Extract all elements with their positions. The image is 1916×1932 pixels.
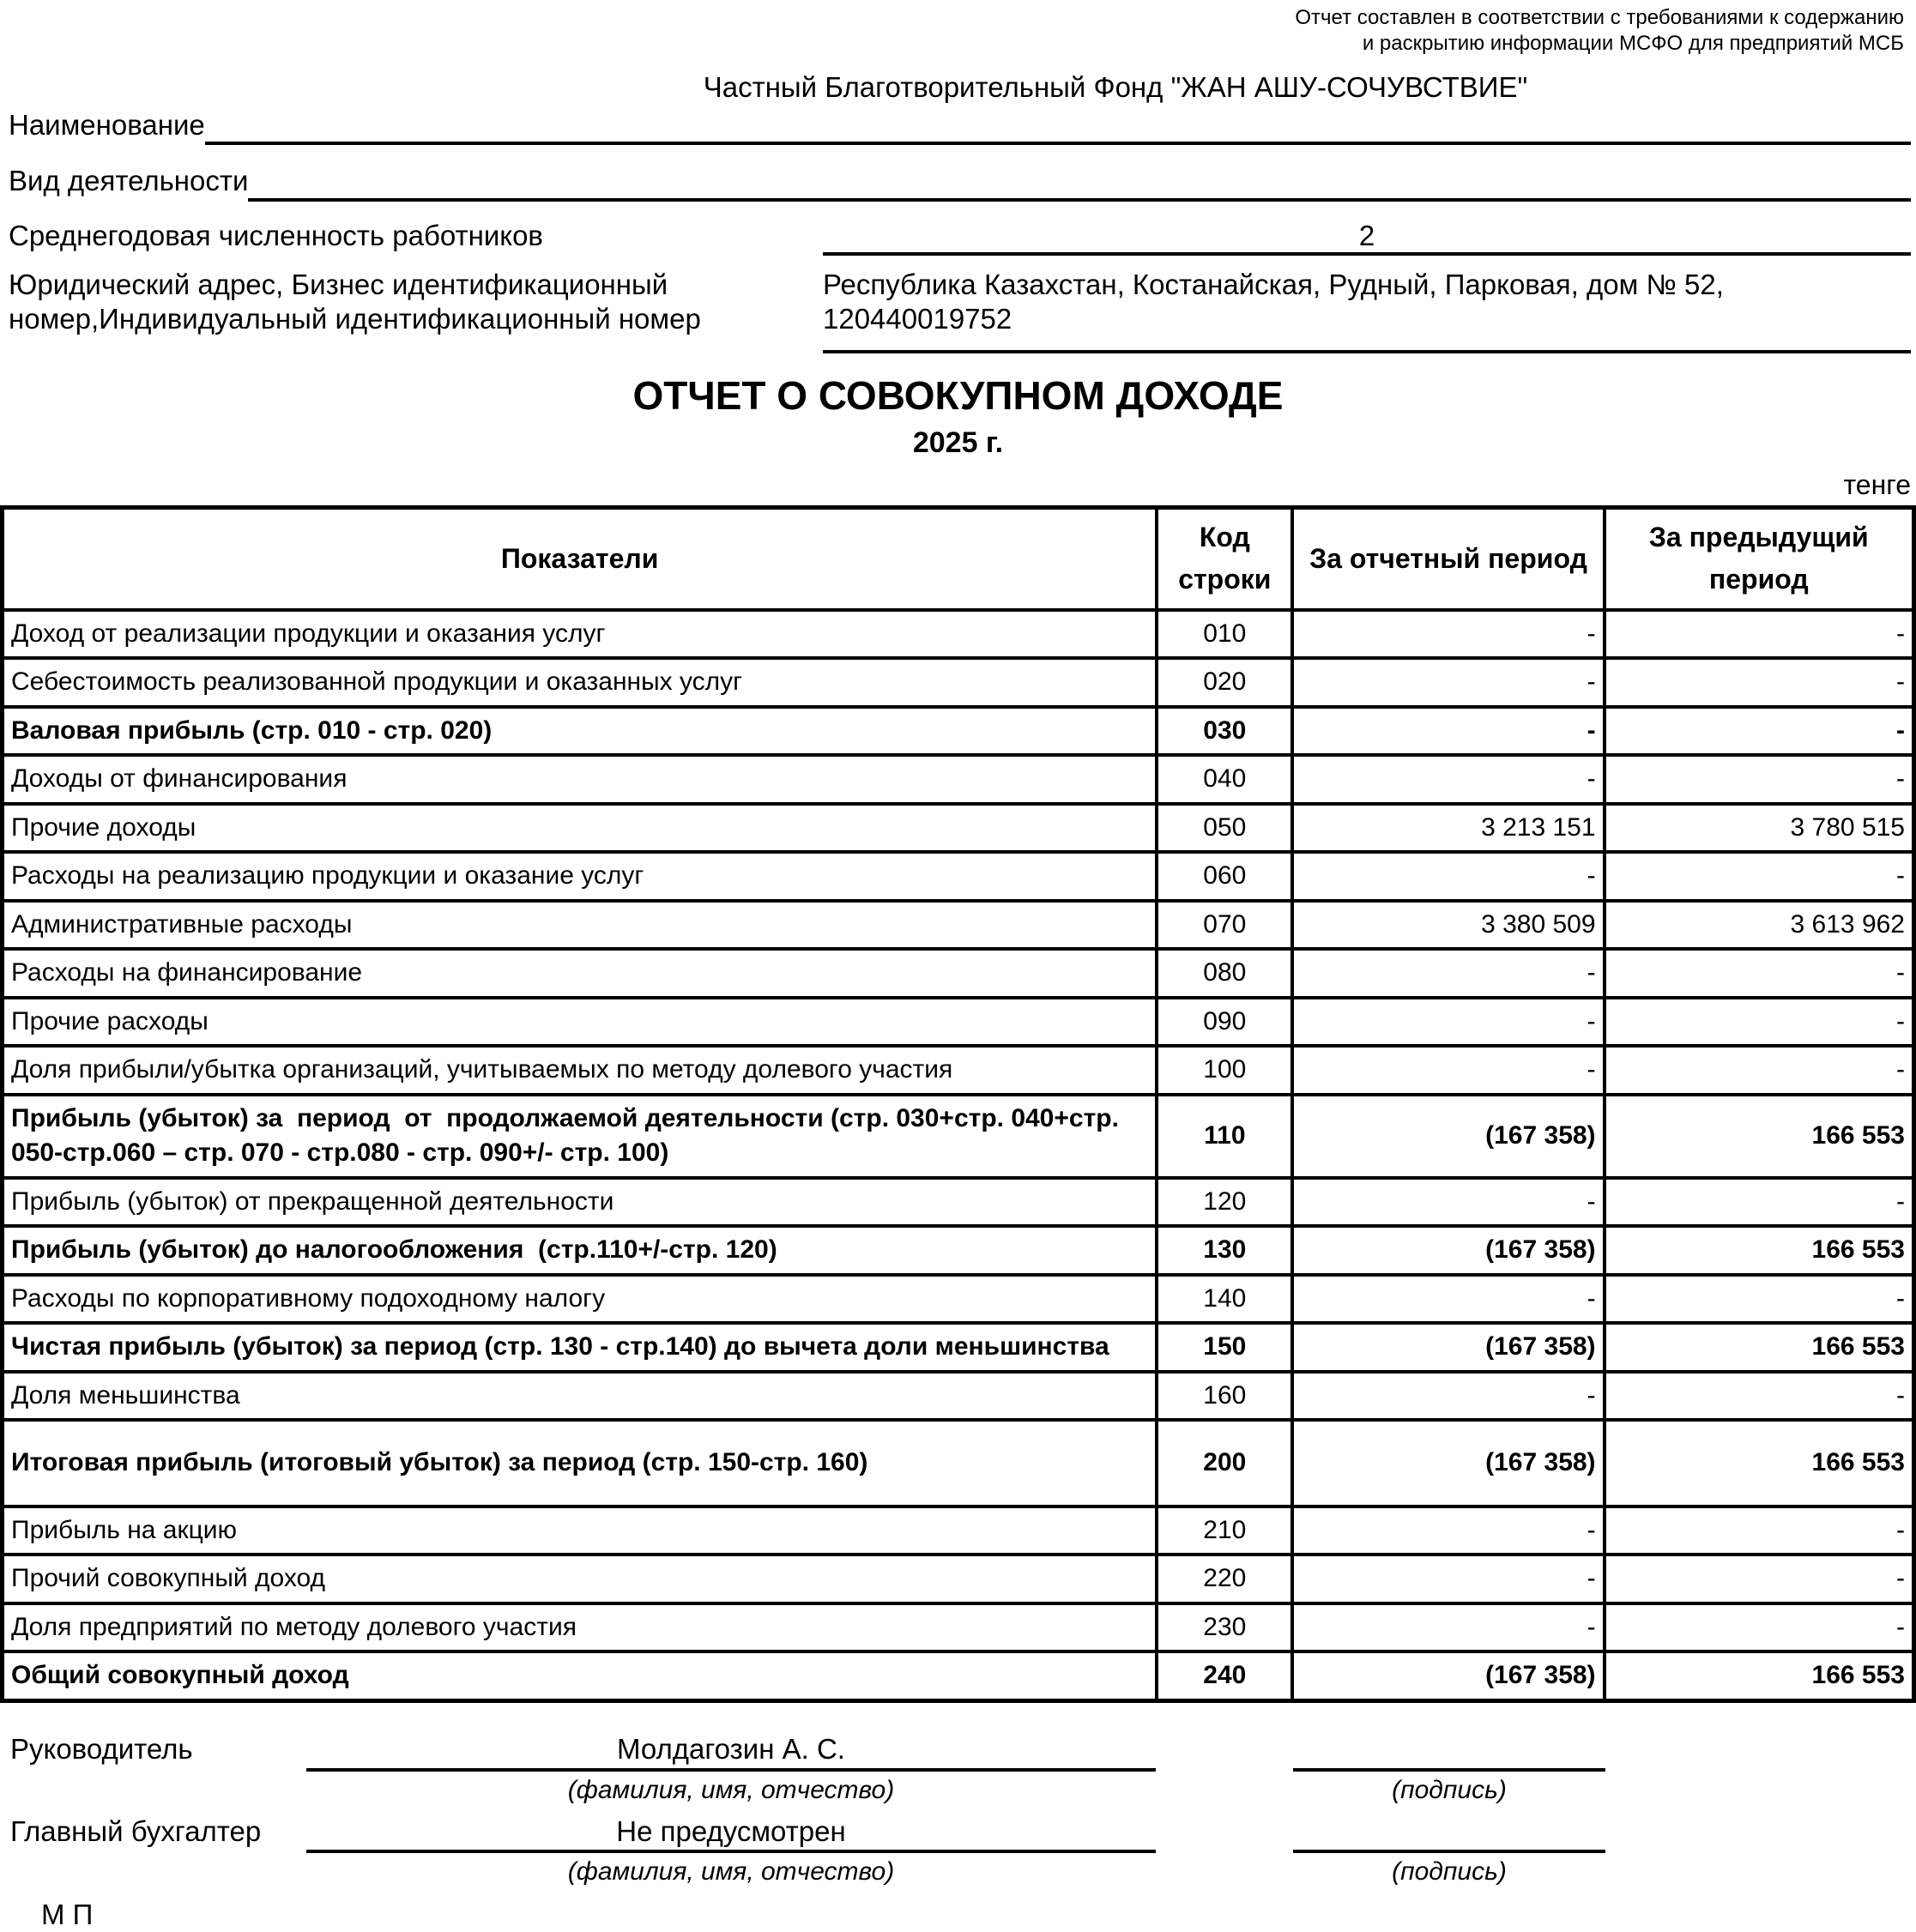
row-previous: - (1605, 1046, 1914, 1095)
report-year: 2025 г. (912, 426, 1004, 459)
director-sign-caption: (подпись) (1392, 1775, 1507, 1804)
report-title: ОТЧЕТ О СОВОКУПНОМ ДОХОДЕ (632, 373, 1284, 419)
row-current: - (1292, 1178, 1604, 1227)
table-row (3, 707, 1914, 756)
name-label: Наименование (9, 108, 205, 141)
row-label: Доходы от финансирования (3, 755, 1157, 804)
row-previous: - (1605, 949, 1914, 998)
director-label: Руководитель (10, 1732, 193, 1765)
row-label: Себестоимость реализованной продукции и оказанных услуг (3, 658, 1157, 707)
col-header-line-code: Код строки (1157, 507, 1292, 610)
row-code: 120 (1157, 1178, 1292, 1227)
row-current: - (1292, 658, 1604, 707)
row-previous: - (1605, 1555, 1914, 1603)
table-row (3, 1046, 1914, 1095)
table-row (3, 1603, 1914, 1652)
table-row (3, 1275, 1914, 1324)
table-row (3, 1420, 1914, 1506)
row-label: Доля прибыли/убытка организаций, учитываемых по методу долевого участия (3, 1046, 1157, 1095)
row-code: 130 (1157, 1226, 1292, 1275)
row-code: 070 (1157, 901, 1292, 950)
row-label: Прочий совокупный доход (3, 1555, 1157, 1603)
row-label: Прочие расходы (3, 998, 1157, 1047)
row-code: 090 (1157, 998, 1292, 1047)
table-row (3, 852, 1914, 901)
row-previous: - (1605, 1372, 1914, 1421)
row-label: Прочие доходы (3, 804, 1157, 853)
accountant-name-caption: (фамилия, имя, отчество) (567, 1857, 895, 1887)
address-label (9, 268, 781, 335)
director-sign-block (1293, 1734, 1605, 1806)
row-previous: - (1605, 610, 1914, 659)
table-row (3, 949, 1914, 998)
row-previous: - (1605, 658, 1914, 707)
table-row (3, 804, 1914, 853)
row-code: 220 (1157, 1555, 1292, 1603)
row-label: Прибыль на акцию (3, 1506, 1157, 1555)
row-current: (167 358) (1292, 1095, 1604, 1178)
row-previous: - (1605, 1603, 1914, 1652)
row-previous: - (1605, 852, 1914, 901)
signature-row-accountant (0, 1814, 1916, 1888)
table-row (3, 1555, 1914, 1603)
row-previous: - (1605, 755, 1914, 804)
accountant-sign-block (1293, 1815, 1605, 1887)
accountant-label: Главный бухгалтер (10, 1814, 262, 1847)
director-name: Молдагозин А. С. (306, 1732, 1156, 1772)
row-code: 080 (1157, 949, 1292, 998)
row-code: 050 (1157, 804, 1292, 853)
row-code: 100 (1157, 1046, 1292, 1095)
row-current: - (1292, 1372, 1604, 1421)
field-row-address (9, 268, 1911, 353)
signature-row-director (0, 1732, 1916, 1806)
row-code: 200 (1157, 1420, 1292, 1506)
row-current: - (1292, 1555, 1604, 1603)
income-table-header (3, 507, 1914, 610)
row-previous: - (1605, 707, 1914, 756)
accountant-signature-line (1293, 1815, 1605, 1853)
row-code: 010 (1157, 610, 1292, 659)
row-code: 020 (1157, 658, 1292, 707)
row-label: Доля меньшинства (3, 1372, 1157, 1421)
row-code: 110 (1157, 1095, 1292, 1178)
row-code: 140 (1157, 1275, 1292, 1324)
row-label: Прибыль (убыток) до налогообложения (стр.110+/-стр. 120) (3, 1226, 1157, 1275)
row-code: 060 (1157, 852, 1292, 901)
company-name: Частный Благотворительный Фонд "ЖАН АШУ-СОЧУВСТВИЕ" (703, 71, 1528, 103)
row-previous: - (1605, 998, 1914, 1047)
row-code: 030 (1157, 707, 1292, 756)
row-label: Валовая прибыль (стр. 010 - стр. 020) (3, 707, 1157, 756)
row-previous: 166 553 (1605, 1226, 1914, 1275)
headcount-value-line: 2 (823, 219, 1911, 257)
accountant-name: Не предусмотрен (306, 1814, 1156, 1854)
currency-label: тенге (1843, 469, 1911, 501)
director-name-caption: (фамилия, имя, отчество) (567, 1775, 895, 1804)
row-previous: 166 553 (1605, 1651, 1914, 1700)
row-previous: 166 553 (1605, 1323, 1914, 1372)
row-code: 230 (1157, 1603, 1292, 1652)
compliance-note-line2: и раскрытию информации МСФО для предприятий МСБ (1362, 32, 1904, 55)
address-label-line1: Юридический адрес, Бизнес идентификационный (9, 269, 668, 301)
table-row (3, 1178, 1914, 1227)
row-label: Прибыль (убыток) за период от продолжаемой деятельности (стр. 030+стр. 040+стр. 050-стр.060 – стр. 070 - стр.080 - стр. 090+/- стр. 100) (3, 1095, 1157, 1178)
row-code: 160 (1157, 1372, 1292, 1421)
row-current: 3 213 151 (1292, 804, 1604, 853)
row-label: Расходы на финансирование (3, 949, 1157, 998)
row-label: Доля предприятий по методу долевого участия (3, 1603, 1157, 1652)
compliance-note (0, 5, 1916, 57)
income-table (0, 505, 1916, 1703)
row-code: 040 (1157, 755, 1292, 804)
row-code: 240 (1157, 1651, 1292, 1700)
table-row (3, 1506, 1914, 1555)
row-current: 3 380 509 (1292, 901, 1604, 950)
row-previous: 166 553 (1605, 1095, 1914, 1178)
col-header-previous-period: За предыдущий период (1605, 507, 1914, 610)
activity-value-line (248, 166, 1911, 202)
director-name-block (306, 1732, 1156, 1806)
accountant-name-block (306, 1814, 1156, 1888)
row-label: Прибыль (убыток) от прекращенной деятельности (3, 1178, 1157, 1227)
row-current: - (1292, 852, 1604, 901)
header-row (3, 507, 1914, 610)
table-row (3, 610, 1914, 659)
row-current: - (1292, 949, 1604, 998)
signature-section (0, 1732, 1916, 1932)
address-value-line2: 120440019752 (823, 302, 1012, 335)
table-row (3, 1095, 1914, 1178)
row-label: Итоговая прибыль (итоговый убыток) за период (стр. 150-стр. 160) (3, 1420, 1157, 1506)
row-previous: 3 613 962 (1605, 901, 1914, 950)
col-header-current-period: За отчетный период (1292, 507, 1604, 610)
col-header-indicators: Показатели (3, 507, 1157, 610)
row-current: - (1292, 610, 1604, 659)
stamp-placeholder: М П (41, 1899, 94, 1931)
row-label: Доход от реализации продукции и оказания услуг (3, 610, 1157, 659)
income-table-body (3, 610, 1914, 1701)
field-row-activity (9, 164, 1911, 202)
row-current: - (1292, 1506, 1604, 1555)
row-previous: - (1605, 1178, 1914, 1227)
table-row (3, 658, 1914, 707)
row-previous: 166 553 (1605, 1420, 1914, 1506)
row-current: (167 358) (1292, 1226, 1604, 1275)
row-current: - (1292, 755, 1604, 804)
table-row (3, 755, 1914, 804)
row-current: - (1292, 1046, 1604, 1095)
document-header (0, 70, 1916, 353)
address-value (823, 268, 1911, 353)
table-row (3, 998, 1914, 1047)
row-current: - (1292, 1275, 1604, 1324)
row-current: - (1292, 998, 1604, 1047)
table-row (3, 1226, 1914, 1275)
address-value-line1: Республика Казахстан, Костанайская, Рудный, Парковая, дом № 52, (823, 269, 1724, 301)
director-signature-line (1293, 1734, 1605, 1772)
table-row (3, 1651, 1914, 1700)
row-previous: - (1605, 1506, 1914, 1555)
row-current: - (1292, 1603, 1604, 1652)
row-label: Расходы на реализацию продукции и оказание услуг (3, 852, 1157, 901)
row-label: Расходы по корпоративному подоходному налогу (3, 1275, 1157, 1324)
table-row (3, 1372, 1914, 1421)
field-row-name (9, 108, 1911, 146)
row-current: (167 358) (1292, 1323, 1604, 1372)
field-row-headcount (9, 219, 1911, 257)
compliance-note-line1: Отчет составлен в соответствии с требованиями к содержанию (1295, 6, 1904, 29)
activity-label: Вид деятельности (9, 165, 249, 197)
row-label: Общий совокупный доход (3, 1651, 1157, 1700)
row-code: 210 (1157, 1506, 1292, 1555)
accountant-sign-caption: (подпись) (1392, 1857, 1507, 1887)
row-current: (167 358) (1292, 1651, 1604, 1700)
headcount-label: Среднегодовая численность работников (9, 219, 543, 251)
row-code: 150 (1157, 1323, 1292, 1372)
row-label: Чистая прибыль (убыток) за период (стр. 130 - стр.140) до вычета доли меньшинства (3, 1323, 1157, 1372)
row-current: (167 358) (1292, 1420, 1604, 1506)
address-label-line2: номер,Индивидуальный идентификационный номер (9, 302, 701, 335)
row-previous: 3 780 515 (1605, 804, 1914, 853)
row-current: - (1292, 707, 1604, 756)
table-row (3, 1323, 1914, 1372)
name-value-line (205, 109, 1911, 145)
row-previous: - (1605, 1275, 1914, 1324)
row-label: Административные расходы (3, 901, 1157, 950)
table-row (3, 901, 1914, 950)
